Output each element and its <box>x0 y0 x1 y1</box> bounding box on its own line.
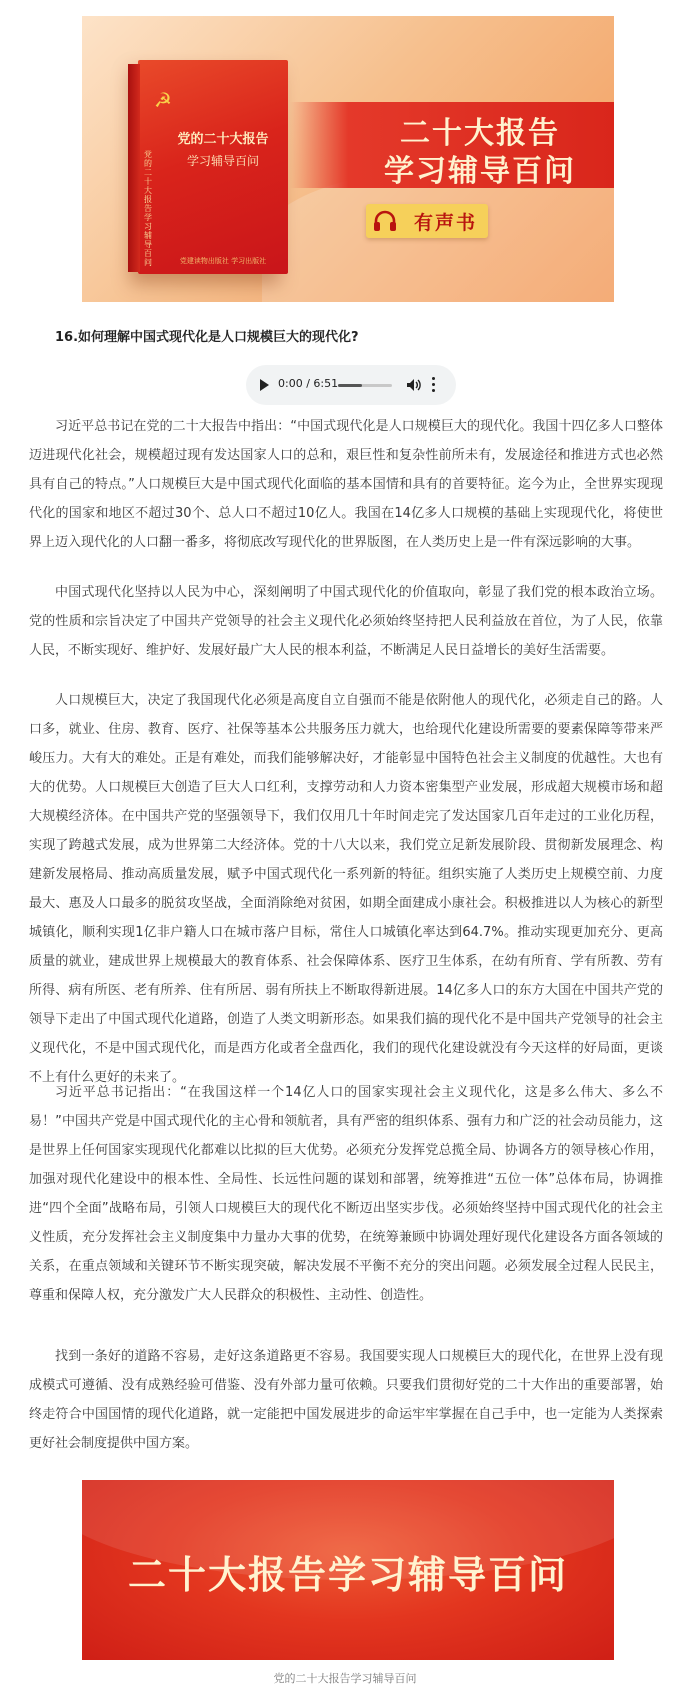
book-publisher: 党建读物出版社 学习出版社 <box>179 257 267 265</box>
play-icon[interactable] <box>260 379 269 391</box>
question-title: 16.如何理解中国式现代化是人口规模巨大的现代化? <box>55 330 359 345</box>
paragraph: 习近平总书记指出：“在我国这样一个14亿人口的国家实现社会主义现代化，这是多么伟大、多么不易！”中国共产党是中国式现代化的主心骨和领航者，具有严密的组织体系、强有力和广泛的社会动员能力，这是世界上任何国家实现现代化都难以比拟的巨大优势。必须充分发挥党总揽全局、协调各方的领导核心作用，加强对现代化建设中的根本性、全局性、长远性问题的谋划和部署，统筹推进“五位一体”总体布局，协调推进“四个全面”战略布局，引领人口规模巨大的现代化不断迈出坚实步伐。必须始终坚持中国式现代化的社会主义性质，充分发挥社会主义制度集中力量办大事的优势，在统筹兼顾中协调处理好现代化建设各方面各领域的关系，在重点领域和关键环节不断实现突破，解决发展不平衡不充分的突出问题。必须发展全过程人民民主，尊重和保障人权，充分激发广大人民群众的积极性、主动性、创造性。 <box>29 1085 663 1303</box>
headphones-icon <box>372 208 398 234</box>
bottom-banner-headline: 二十大报告学习辅导百问 <box>127 1553 568 1597</box>
audiobook-badge-label: 有声书 <box>414 212 478 234</box>
audio-player[interactable] <box>246 365 456 405</box>
audio-time: 0:00 / 6:51 <box>278 377 339 390</box>
audio-progress-bar[interactable] <box>338 384 392 387</box>
more-options-icon[interactable] <box>432 377 436 393</box>
top-banner-image <box>82 16 614 302</box>
headline-line-1: 二十大报告 <box>400 116 560 151</box>
paragraph: 中国式现代化坚持以人民为中心，深刻阐明了中国式现代化的价值取向，彰显了我们党的根本政治立场。党的性质和宗旨决定了中国共产党领导的社会主义现代化必须始终坚持把人民利益放在首位，为了人民，依靠人民，不断实现好、维护好、发展好最广大人民的根本利益，不断满足人民日益增长的美好生活需要。 <box>29 585 663 658</box>
book-cover <box>138 60 288 274</box>
party-emblem-icon: ☭ <box>154 88 172 112</box>
audiobook-badge <box>366 204 488 238</box>
headline-panel <box>290 102 614 188</box>
volume-icon[interactable] <box>406 377 422 393</box>
image-caption: 党的二十大报告学习辅导百问 <box>273 1672 417 1685</box>
book-title: 党的二十大报告 <box>177 132 269 147</box>
paragraph: 找到一条好的道路不容易，走好这条道路更不容易。我国要实现人口规模巨大的现代化，在世界上没有现成模式可遵循、没有成熟经验可借鉴、没有外部力量可依赖。只要我们贯彻好党的二十大作出的重要部署，始终走符合中国国情的现代化道路，就一定能把中国发展进步的命运牢牢掌握在自己手中，也一定能为人类探索更好社会制度提供中国方案。 <box>29 1349 663 1451</box>
book-subtitle: 学习辅导百问 <box>186 154 259 168</box>
paragraph: 习近平总书记在党的二十大报告中指出：“中国式现代化是人口规模巨大的现代化。我国十四亿多人口整体迈进现代化社会，规模超过现有发达国家人口的总和，艰巨性和复杂性前所未有，发展途径和推进方式也必然具有自己的特点。”人口规模巨大是中国式现代化面临的基本国情和具有的首要特征。迄今为止，全世界实现现代化的国家和地区不超过30个、总人口不超过10亿人。我国在14亿多人口规模的基础上实现现代化，将使世界上迈入现代化的人口翻一番多，将彻底改写现代化的世界版图，在人类历史上是一件有深远影响的大事。 <box>29 419 663 550</box>
audio-progress-fill <box>338 384 362 387</box>
headline-line-2: 学习辅导百问 <box>384 154 576 189</box>
book-spine-text: 党的二十大报告学习辅导百问 <box>144 150 152 267</box>
book-spine <box>128 64 140 272</box>
paragraph: 人口规模巨大，决定了我国现代化必须是高度自立自强而不能是依附他人的现代化，必须走自己的路。人口多，就业、住房、教育、医疗、社保等基本公共服务压力就大，也给现代化建设所需要的要素保障等带来严峻压力。大有大的难处。正是有难处，而我们能够解决好，才能彰显中国特色社会主义制度的优越性。大也有大的优势。人口规模巨大创造了巨大人口红利，支撑劳动和人力资本密集型产业发展，形成超大规模市场和超大规模经济体。在中国共产党的坚强领导下，我们仅用几十年时间走完了发达国家几百年走过的工业化历程，实现了跨越式发展，成为世界第二大经济体。党的十八大以来，我们党立足新发展阶段、贯彻新发展理念、构建新发展格局、推动高质量发展，赋予中国式现代化一系列新的特征。组织实施了人类历史上规模空前、力度最大、惠及人口最多的脱贫攻坚战，全面消除绝对贫困，如期全面建成小康社会。积极推进以人为核心的新型城镇化，顺利实现1亿非户籍人口在城市落户目标，常住人口城镇化率达到64.7%。推动实现更加充分、更高质量的就业，建成世界上规模最大的教育体系、社会保障体系、医疗卫生体系，在幼有所育、学有所教、劳有所得、病有所医、老有所养、住有所居、弱有所扶上不断取得新进展。14亿多人口的东方大国在中国共产党的领导下走出了中国式现代化道路，创造了人类文明新形态。如果我们搞的现代化不是中国共产党领导的社会主义现代化，不是中国式现代化，而是西方化或者全盘西化，我们的现代化建设就没有今天这样的好局面，更谈不上有什么更好的未来了。 <box>29 693 663 1085</box>
bottom-banner-image <box>82 1480 614 1660</box>
